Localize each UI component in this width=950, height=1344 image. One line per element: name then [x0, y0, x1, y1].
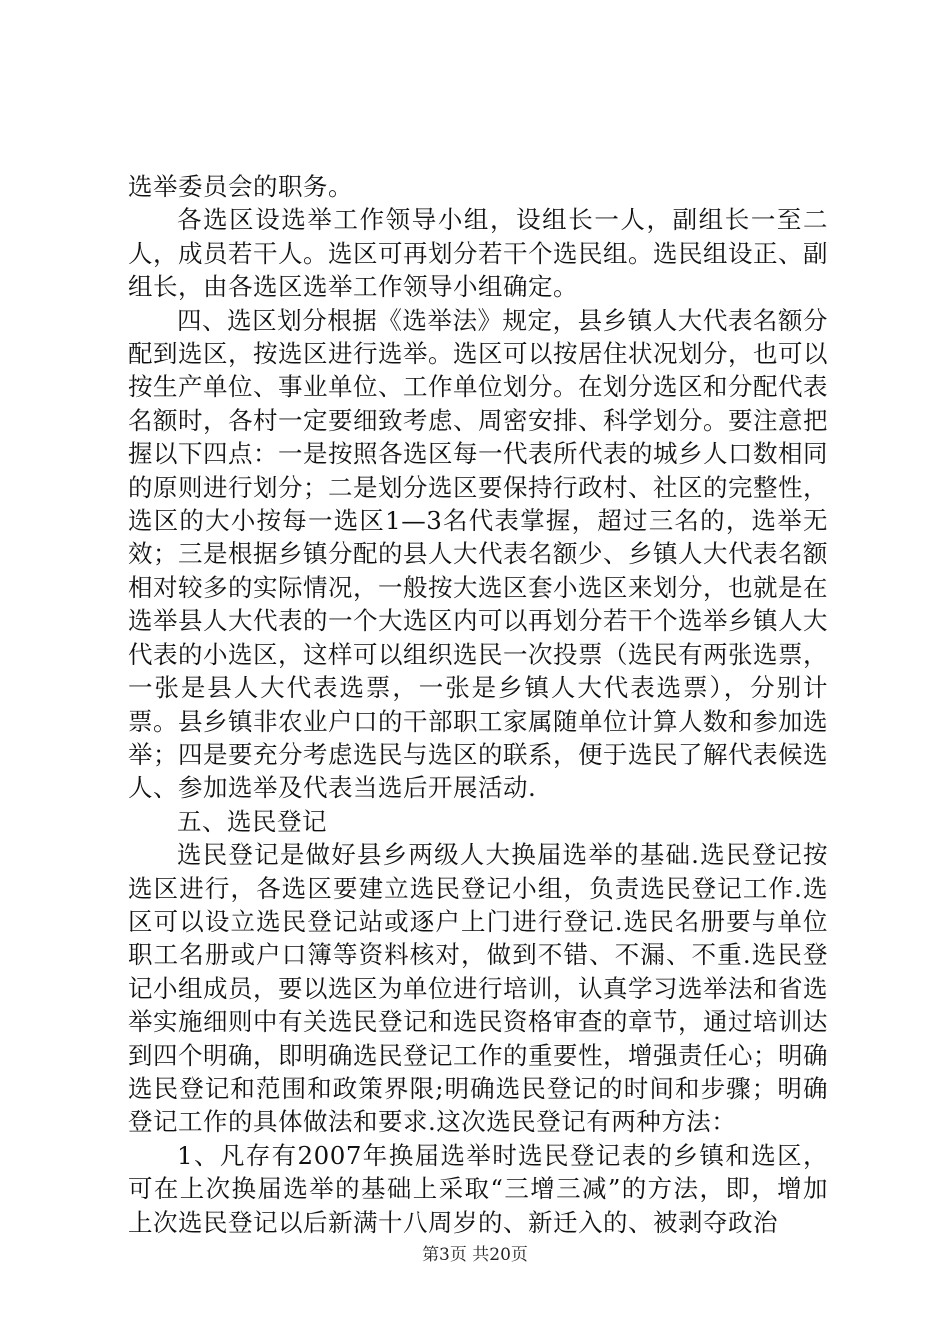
- section-heading-5: 五、选民登记: [177, 806, 327, 836]
- document-body: [128, 170, 828, 1239]
- paragraph-1: 选举委员会的职务。: [128, 172, 353, 201]
- page-number-footer: 第3页 共20页: [422, 1245, 528, 1265]
- paragraph-6: 1、凡存有2007年换届选举时选民登记表的乡镇和选区，可在上次换届选举的基础上采取“三增三减”的方法，即，增加上次选民登记以后新满十八周岁的、新迁入的、被剥夺政治: [128, 1140, 828, 1237]
- paragraph-2: 各选区设选举工作领导小组，设组长一人，副组长一至二人，成员若干人。选区可再划分若干个选民组。选民组设正、副组长，由各选区选举工作领导小组确定。: [128, 205, 828, 302]
- paragraph-5: 选民登记是做好县乡两级人大换届选举的基础.选民登记按选区进行，各选区要建立选民登记小组，负责选民登记工作.选区可以设立选民登记站或逐户上门进行登记.选民名册要与单位职工名册或户口簿等资料核对，做到不错、不漏、不重.选民登记小组成员，要以选区为单位进行培训，认真学习选举法和省选举实施细则中有关选民登记和选民资格审查的章节，通过培训达到四个明确，即明确选民登记工作的重要性，增强责任心；明确选民登记和范围和政策界限;明确选民登记的时间和步骤；明确登记工作的具体做法和要求.这次选民登记有两种方法：: [128, 840, 828, 1137]
- paragraph-3: 四、选区划分根据《选举法》规定，县乡镇人大代表名额分配到选区，按选区进行选举。选区可以按居住状况划分，也可以按生产单位、事业单位、工作单位划分。在划分选区和分配代表名额时，各村一定要细致考虑、周密安排、科学划分。要注意把握以下四点：一是按照各选区每一代表所代表的城乡人口数相同的原则进行划分；二是划分选区要保持行政村、社区的完整性，选区的大小按每一选区1—3名代表掌握，超过三名的，选举无效；三是根据乡镇分配的县人大代表名额少、乡镇人大代表名额相对较多的实际情况，一般按大选区套小选区来划分，也就是在选举县人大代表的一个大选区内可以再划分若干个选举乡镇人大代表的小选区，这样可以组织选民一次投票（选民有两张选票，一张是县人大代表选票，一张是乡镇人大代表选票），分别计票。县乡镇非农业户口的干部职工家属随单位计算人数和参加选举；四是要充分考虑选民与选区的联系，便于选民了解代表候选人、参加选举及代表当选后开展活动.: [128, 305, 828, 803]
